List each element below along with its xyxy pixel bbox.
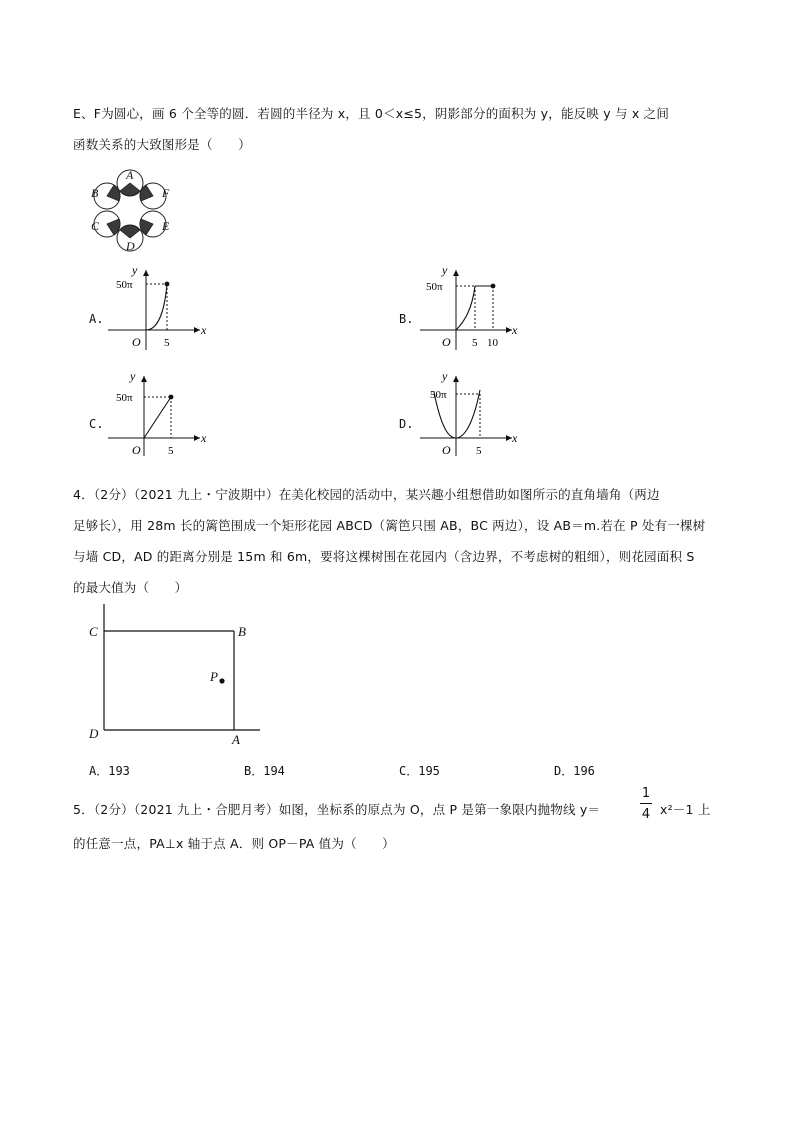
q3-option-d-label: D. [399, 417, 414, 431]
q5-fraction-denominator: 4 [641, 807, 651, 822]
q3-d-xtick: 5 [476, 445, 482, 457]
circle-label-a: A [126, 168, 134, 182]
q4-label-a: A [232, 732, 240, 747]
tree-point [219, 678, 224, 683]
q3-a-origin: O [132, 335, 141, 349]
q3-option-c-graph [108, 368, 213, 458]
q3-a-yvalue: 50π [116, 279, 133, 291]
q3-d-origin: O [442, 443, 451, 457]
q4-label-c: C [89, 624, 98, 639]
q4-option-d: D．196 [554, 764, 595, 778]
q3-b-origin: O [442, 335, 451, 349]
q3-option-a-label: A. [89, 312, 104, 326]
q4-text-line-2: 足够长），用 28m 长的篱笆围成一个矩形花园 ABCD（篱笆只围 AB，BC 两边），设 AB＝m.若在 P 处有一棵树 [73, 518, 706, 533]
q5-fraction-bar [640, 803, 652, 804]
q4-garden-figure [84, 604, 268, 750]
q3-b-xtick-5: 5 [472, 337, 478, 349]
q3-a-xlabel: x [201, 323, 207, 337]
q3-b-ylabel: y [442, 263, 448, 277]
q3-a-ylabel: y [132, 263, 138, 277]
q3-text-line-2: 函数关系的大致图形是（ ） [73, 137, 251, 152]
q3-c-yvalue: 50π [116, 392, 133, 404]
circle-label-f: F [162, 186, 170, 200]
q4-label-p: P [210, 669, 218, 684]
q4-option-c: C．195 [399, 764, 440, 778]
q4-text-line-1: 4．（2分）（2021 九上・宁波期中）在美化校园的活动中，某兴趣小组想借助如图所示的直角墙角（两边 [73, 487, 660, 502]
q3-a-xtick: 5 [164, 337, 170, 349]
q3-option-c-label: C. [89, 417, 104, 431]
circle-label-c: C [91, 219, 100, 233]
q3-d-yvalue: 50π [430, 389, 447, 401]
q3-d-ylabel: y [442, 369, 448, 383]
q3-c-ylabel: y [130, 369, 136, 383]
q5-text-line-1-tail: x²－1 上 [660, 802, 711, 817]
q3-c-xlabel: x [201, 431, 207, 445]
q5-text-line-2: 的任意一点，PA⊥x 轴于点 A．则 OP－PA 值为（ ） [73, 836, 395, 851]
circle-label-d: D [126, 239, 135, 253]
q3-c-xtick: 5 [168, 445, 174, 457]
q3-text-line-1: E、F为圆心，画 6 个全等的圆．若圆的半径为 x，且 0＜x≤5，阴影部分的面积为 y，能反映 y 与 x 之间 [73, 106, 670, 121]
circle-label-e: E [162, 219, 170, 233]
q3-c-origin: O [132, 443, 141, 457]
q3-b-yvalue: 50π [426, 281, 443, 293]
q5-fraction-numerator: 1 [641, 786, 651, 801]
q3-option-b-graph [420, 262, 525, 352]
q3-option-b-label: B. [399, 312, 414, 326]
q3-option-d-graph [420, 368, 525, 458]
q4-label-d: D [89, 726, 99, 741]
q3-d-xlabel: x [512, 431, 518, 445]
circle-label-b: B [91, 186, 99, 200]
six-circles-figure [84, 166, 182, 256]
q3-b-xtick-10: 10 [487, 337, 498, 349]
q5-text-line-1: 5．（2分）（2021 九上・合肥月考）如图，坐标系的原点为 O，点 P 是第一象限内抛物线 y＝ [73, 802, 601, 817]
q4-text-line-3: 与墙 CD，AD 的距离分别是 15m 和 6m，要将这棵树围在花园内（含边界，不考虑树的粗细），则花园面积 S [73, 549, 695, 564]
q4-option-b: B．194 [244, 764, 285, 778]
q3-b-xlabel: x [512, 323, 518, 337]
q4-text-line-4: 的最大值为（ ） [73, 580, 188, 595]
q4-option-a: A．193 [89, 764, 130, 778]
q4-label-b: B [238, 624, 246, 639]
q3-option-a-graph [108, 262, 213, 352]
